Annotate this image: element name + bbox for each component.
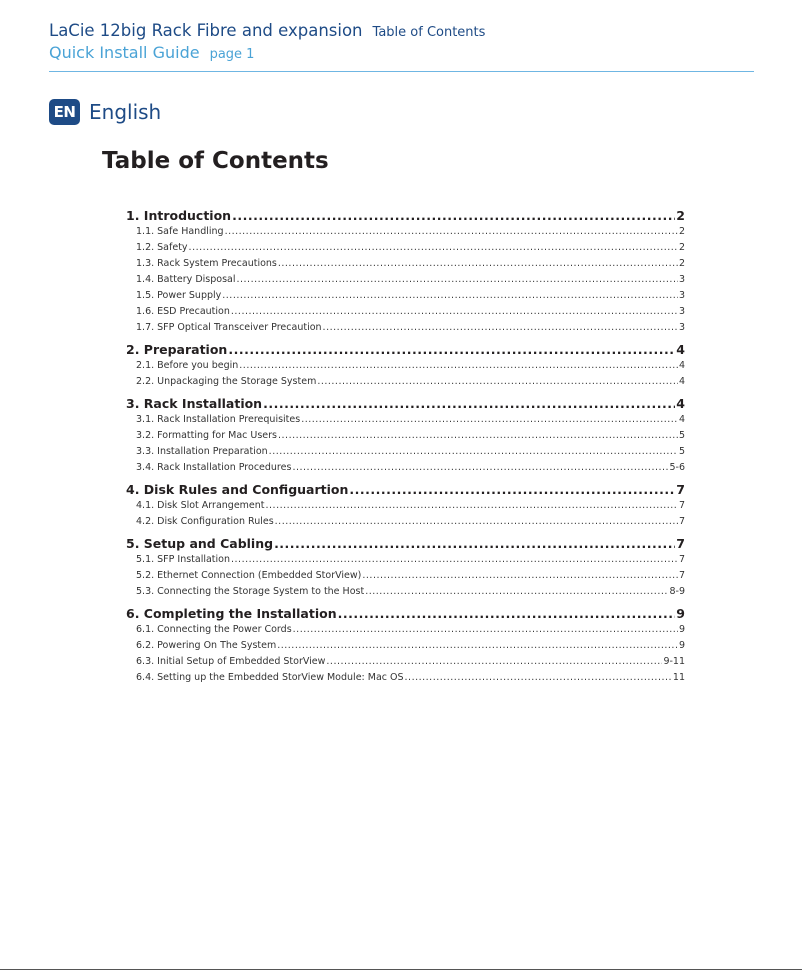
toc-entry-subsection[interactable] [126,290,685,306]
dot-leader [231,306,678,317]
toc-entry-page: 2 [678,258,685,269]
toc-entry-page: 4 [676,342,685,357]
toc-entry-subsection[interactable] [126,554,685,570]
toc-entry-title: 3.2. Formatting for Mac Users [136,430,278,441]
toc-entry-subsection[interactable] [126,624,685,640]
guide-name: Quick Install Guide [49,43,200,62]
dot-leader [317,376,678,387]
language-indicator [49,98,161,126]
toc-section [126,342,685,392]
toc-section [126,606,685,688]
dot-leader [274,536,675,551]
toc-entry-title: 3.4. Rack Installation Procedures [136,462,292,473]
toc-entry-title: 1.4. Battery Disposal [136,274,236,285]
toc-entry-page: 9-11 [663,656,685,667]
toc-entry-page: 7 [678,500,685,511]
dot-leader [365,586,668,597]
toc-entry-title: 1. Introduction [126,208,232,223]
toc-section [126,208,685,338]
toc-entry-page: 9 [676,606,685,621]
dot-leader [231,554,678,565]
toc-entry-page: 9 [678,624,685,635]
toc-entry-page: 4 [678,360,685,371]
toc-entry-title: 1.7. SFP Optical Transceiver Precaution [136,322,322,333]
toc-entry-subsection[interactable] [126,446,685,462]
document-title: LaCie 12big Rack Fibre and expansion [49,21,363,40]
language-label: English [89,100,162,124]
toc-entry-page: 5 [678,430,685,441]
toc-entry-title: 6.1. Connecting the Power Cords [136,624,292,635]
toc-entry-page: 3 [678,322,685,333]
toc-entry-chapter[interactable] [126,606,685,624]
toc-entry-subsection[interactable] [126,656,685,672]
toc-entry-page: 2 [676,208,685,223]
dot-leader [349,482,675,497]
toc-entry-page: 7 [678,554,685,565]
toc-entry-page: 8-9 [669,586,685,597]
dot-leader [239,360,678,371]
table-of-contents [126,208,685,692]
dot-leader [277,640,678,651]
toc-entry-title: 1.2. Safety [136,242,188,253]
toc-entry-title: 1.6. ESD Precaution [136,306,230,317]
toc-entry-subsection[interactable] [126,586,685,602]
toc-entry-title: 3.1. Rack Installation Prerequisites [136,414,301,425]
page-header [49,20,754,64]
dot-leader [405,672,672,683]
toc-entry-title: 4.2. Disk Configuration Rules [136,516,274,527]
toc-entry-title: 6. Completing the Installation [126,606,337,621]
toc-entry-subsection[interactable] [126,672,685,688]
toc-entry-subsection[interactable] [126,226,685,242]
toc-entry-subsection[interactable] [126,376,685,392]
dot-leader [232,208,675,223]
dot-leader [275,516,678,527]
dot-leader [278,258,678,269]
toc-entry-page: 5 [678,446,685,457]
toc-entry-page: 4 [676,396,685,411]
toc-section [126,482,685,532]
toc-entry-title: 1.5. Power Supply [136,290,222,301]
toc-entry-page: 7 [678,570,685,581]
page-number: page 1 [209,47,255,62]
toc-entry-title: 1.1. Safe Handling [136,226,224,237]
dot-leader [237,274,678,285]
toc-entry-title: 3. Rack Installation [126,396,263,411]
toc-entry-subsection[interactable] [126,500,685,516]
toc-entry-title: 6.3. Initial Setup of Embedded StorView [136,656,326,667]
toc-entry-subsection[interactable] [126,640,685,656]
toc-entry-page: 4 [678,414,685,425]
toc-entry-title: 2.1. Before you begin [136,360,239,371]
toc-entry-title: 5. Setup and Cabling [126,536,274,551]
toc-entry-page: 3 [678,274,685,285]
toc-entry-subsection[interactable] [126,462,685,478]
dot-leader [228,342,675,357]
toc-entry-title: 4.1. Disk Slot Arrangement [136,500,265,511]
toc-entry-title: 5.3. Connecting the Storage System to the Host [136,586,365,597]
toc-entry-title: 6.4. Setting up the Embedded StorView Module: Mac OS [136,672,404,683]
dot-leader [189,242,678,253]
toc-entry-subsection[interactable] [126,322,685,338]
toc-entry-title: 6.2. Powering On The System [136,640,277,651]
toc-entry-subsection[interactable] [126,274,685,290]
dot-leader [266,500,678,511]
toc-entry-chapter[interactable] [126,396,685,414]
toc-entry-subsection[interactable] [126,258,685,274]
dot-leader [362,570,678,581]
language-badge: EN [49,99,80,125]
toc-entry-subsection[interactable] [126,430,685,446]
dot-leader [338,606,676,621]
toc-entry-page: 2 [678,226,685,237]
toc-entry-title: 3.3. Installation Preparation [136,446,268,457]
toc-entry-page: 11 [672,672,685,683]
header-divider [49,71,754,72]
toc-section [126,396,685,478]
dot-leader [269,446,678,457]
toc-entry-title: 2.2. Unpackaging the Storage System [136,376,317,387]
toc-heading: Table of Contents [102,148,329,174]
dot-leader [301,414,678,425]
toc-entry-page: 7 [678,516,685,527]
section-title: Table of Contents [372,25,486,40]
dot-leader [225,226,678,237]
toc-entry-title: 5.2. Ethernet Connection (Embedded StorView) [136,570,362,581]
dot-leader [222,290,678,301]
toc-entry-chapter[interactable] [126,342,685,360]
toc-entry-title: 5.1. SFP Installation [136,554,231,565]
dot-leader [278,430,678,441]
toc-section [126,536,685,602]
toc-entry-chapter[interactable] [126,208,685,226]
toc-entry-title: 4. Disk Rules and Configuartion [126,482,349,497]
toc-entry-subsection[interactable] [126,242,685,258]
dot-leader [263,396,675,411]
toc-entry-page: 3 [678,290,685,301]
toc-entry-title: 2. Preparation [126,342,228,357]
toc-entry-subsection[interactable] [126,306,685,322]
toc-entry-subsection[interactable] [126,414,685,430]
toc-entry-page: 7 [676,536,685,551]
toc-entry-page: 9 [678,640,685,651]
toc-entry-page: 2 [678,242,685,253]
toc-entry-subsection[interactable] [126,516,685,532]
dot-leader [292,462,668,473]
toc-entry-page: 7 [676,482,685,497]
toc-entry-page: 4 [678,376,685,387]
footer-divider [0,969,802,970]
dot-leader [293,624,678,635]
toc-entry-chapter[interactable] [126,482,685,500]
dot-leader [323,322,678,333]
toc-entry-subsection[interactable] [126,360,685,376]
toc-entry-title: 1.3. Rack System Precautions [136,258,277,269]
toc-entry-chapter[interactable] [126,536,685,554]
dot-leader [326,656,662,667]
toc-entry-page: 3 [678,306,685,317]
toc-entry-subsection[interactable] [126,570,685,586]
toc-entry-page: 5-6 [669,462,685,473]
